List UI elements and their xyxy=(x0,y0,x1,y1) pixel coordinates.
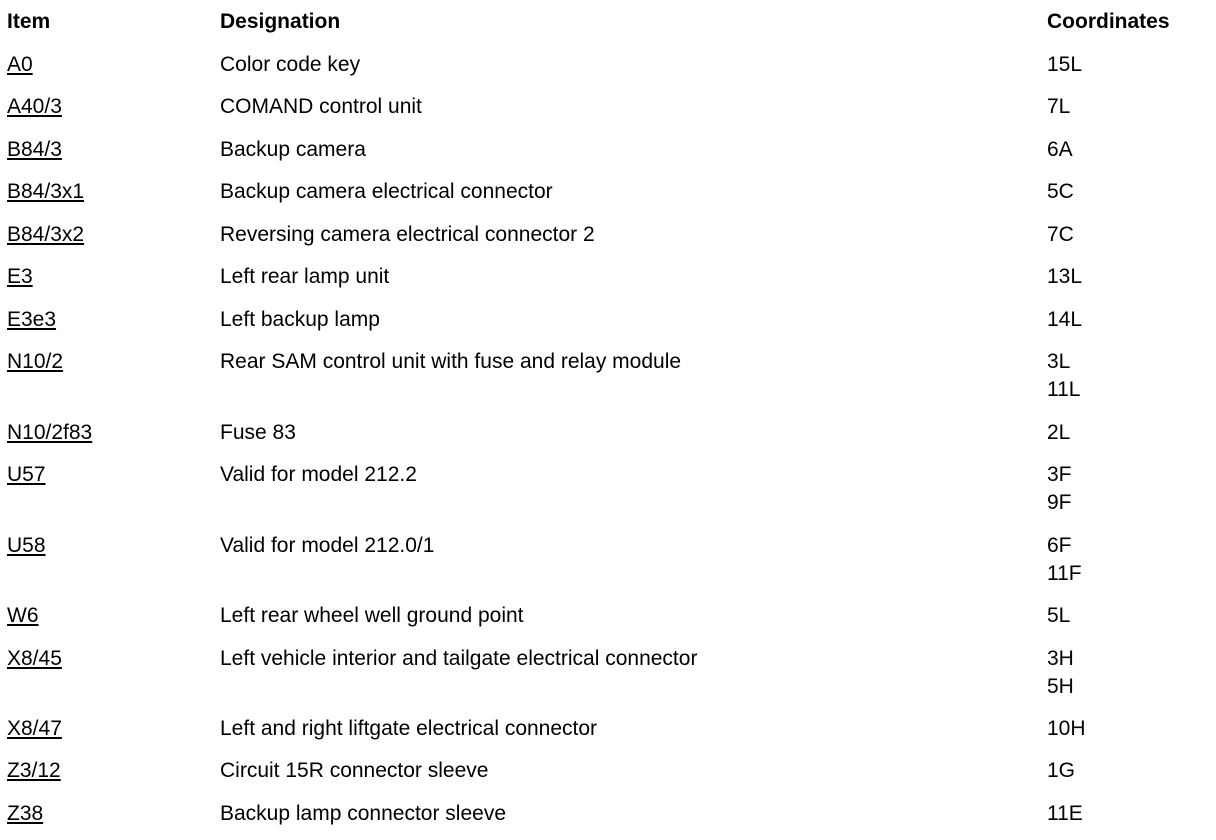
designation-cell: Fuse 83 xyxy=(220,421,296,444)
designation-cell: Reversing camera electrical connector 2 xyxy=(220,223,595,246)
coordinate-value: 3L xyxy=(1047,350,1071,373)
item-cell xyxy=(7,263,33,291)
table-header xyxy=(0,8,1216,38)
coordinate-value: 6A xyxy=(1047,138,1073,161)
designation-cell: Backup lamp connector sleeve xyxy=(220,802,506,825)
coordinate-value: 1G xyxy=(1047,759,1076,782)
coordinate-value: 5L xyxy=(1047,604,1071,627)
coordinates-cell xyxy=(1047,602,1070,630)
item-link[interactable]: U58 xyxy=(7,534,46,557)
coordinate-value: 10H xyxy=(1047,717,1086,740)
header-item: Item xyxy=(7,10,51,33)
item-link[interactable]: B84/3x2 xyxy=(7,223,85,246)
coordinate-value: 3F xyxy=(1047,463,1072,486)
item-cell xyxy=(7,306,56,334)
designation-cell: Circuit 15R connector sleeve xyxy=(220,759,489,782)
item-link[interactable]: X8/45 xyxy=(7,647,62,670)
coordinates-cell xyxy=(1047,757,1075,785)
item-link[interactable]: N10/2 xyxy=(7,350,64,373)
coordinate-value: 14L xyxy=(1047,308,1083,331)
item-link[interactable]: Z38 xyxy=(7,802,44,825)
designation-cell: Left rear lamp unit xyxy=(220,265,390,288)
header-coordinates: Coordinates xyxy=(1047,10,1170,33)
coordinate-value: 11F xyxy=(1047,562,1082,585)
designation-cell: Left rear wheel well ground point xyxy=(220,604,524,627)
coordinates-cell xyxy=(1047,800,1083,828)
item-link[interactable]: X8/47 xyxy=(7,717,62,740)
coordinate-value: 7C xyxy=(1047,223,1074,246)
coordinates-cell xyxy=(1047,221,1074,249)
coordinate-value: 7L xyxy=(1047,95,1071,118)
coordinates-cell xyxy=(1047,136,1073,164)
item-cell xyxy=(7,602,39,630)
coordinate-value: 6F xyxy=(1047,534,1072,557)
coordinates-cell xyxy=(1047,645,1074,701)
header-designation: Designation xyxy=(220,10,341,33)
item-link[interactable]: A40/3 xyxy=(7,95,62,118)
designation-cell: Valid for model 212.2 xyxy=(220,463,417,486)
coordinates-cell xyxy=(1047,715,1086,743)
item-cell xyxy=(7,221,84,249)
item-link[interactable]: Z3/12 xyxy=(7,759,61,782)
coordinates-cell xyxy=(1047,419,1070,447)
item-cell xyxy=(7,532,46,560)
item-cell xyxy=(7,51,33,79)
coordinate-value: 9F xyxy=(1047,491,1072,514)
item-cell xyxy=(7,178,84,206)
item-link[interactable]: W6 xyxy=(7,604,39,627)
item-link[interactable]: B84/3 xyxy=(7,138,62,161)
item-cell xyxy=(7,136,62,164)
item-link[interactable]: N10/2f83 xyxy=(7,421,93,444)
coordinates-cell xyxy=(1047,51,1082,79)
coordinates-cell xyxy=(1047,306,1082,334)
item-cell xyxy=(7,419,92,447)
designation-cell: Left backup lamp xyxy=(220,308,380,331)
designation-cell: Left and right liftgate electrical connector xyxy=(220,717,598,740)
coordinates-cell xyxy=(1047,263,1082,291)
item-link[interactable]: B84/3x1 xyxy=(7,180,85,203)
item-cell xyxy=(7,348,63,376)
designation-cell: Left vehicle interior and tailgate electrical connector xyxy=(220,647,698,670)
coordinate-value: 13L xyxy=(1047,265,1083,288)
item-cell xyxy=(7,93,62,121)
designation-cell: Color code key xyxy=(220,53,361,76)
item-cell xyxy=(7,645,62,673)
item-link[interactable]: E3e3 xyxy=(7,308,57,331)
coordinates-cell xyxy=(1047,532,1082,588)
coordinate-value: 5C xyxy=(1047,180,1074,203)
item-cell xyxy=(7,461,46,489)
item-cell xyxy=(7,757,61,785)
designation-cell: Rear SAM control unit with fuse and relay module xyxy=(220,350,682,373)
designation-cell: Valid for model 212.0/1 xyxy=(220,534,435,557)
coordinates-cell xyxy=(1047,178,1074,206)
item-link[interactable]: E3 xyxy=(7,265,33,288)
item-cell xyxy=(7,715,62,743)
coordinate-value: 3H xyxy=(1047,647,1074,670)
coordinate-value: 11L xyxy=(1047,378,1081,401)
designation-cell: Backup camera electrical connector xyxy=(220,180,553,203)
designation-cell: COMAND control unit xyxy=(220,95,422,118)
coordinates-cell xyxy=(1047,461,1072,517)
item-link[interactable]: U57 xyxy=(7,463,46,486)
item-cell xyxy=(7,800,43,828)
coordinates-cell xyxy=(1047,348,1080,404)
coordinate-value: 15L xyxy=(1047,53,1083,76)
coordinate-value: 11E xyxy=(1047,802,1083,825)
coordinate-value: 2L xyxy=(1047,421,1071,444)
coordinate-value: 5H xyxy=(1047,675,1074,698)
coordinates-cell xyxy=(1047,93,1070,121)
designation-cell: Backup camera xyxy=(220,138,366,161)
item-link[interactable]: A0 xyxy=(7,53,33,76)
